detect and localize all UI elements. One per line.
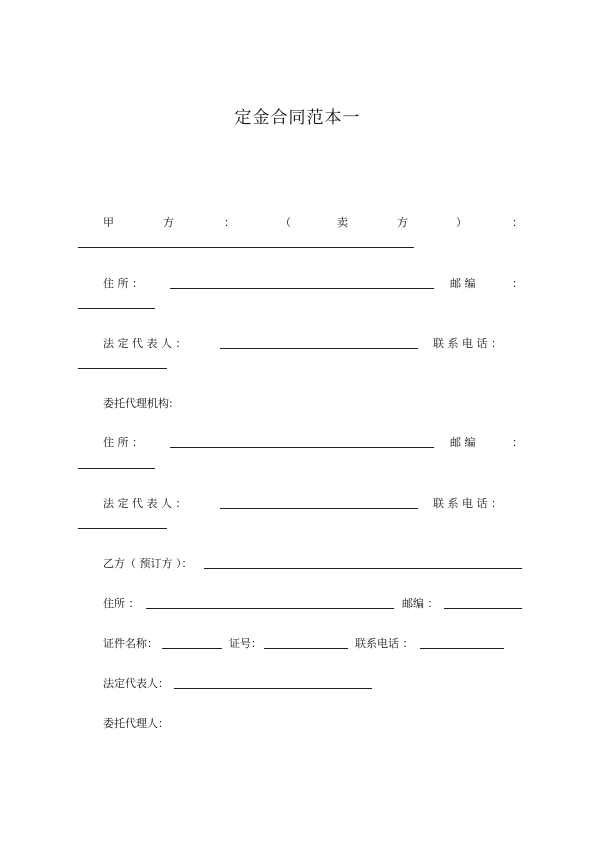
party-b-postcode-label: 邮编 ： [402,597,439,610]
postcode-label: 邮 编 [450,277,476,290]
postcode-colon: ： [512,277,523,290]
party-a-char-5: 卖 [337,216,348,229]
party-a-char-8: ： [512,216,523,229]
agency-postcode-field[interactable] [78,468,155,469]
legal-rep-label: 法 定 代 表 人 ： [103,337,187,350]
party-b-legal-rep-field[interactable] [174,688,372,689]
party-b-phone-field[interactable] [420,648,504,649]
party-b-name-field[interactable] [204,568,522,569]
party-b-address-label: 住所 ： [103,597,140,610]
agency-label: 委托代理机构: [103,397,173,410]
agency-phone-field[interactable] [78,528,167,529]
address-field[interactable] [170,288,434,289]
phone-field[interactable] [78,368,167,369]
party-a-char-2: 方 [163,216,174,229]
party-b-postcode-field[interactable] [444,608,522,609]
party-b-legal-rep-label: 法定代表人： [103,677,169,690]
agency-postcode-colon: ： [512,436,523,449]
party-b-phone-label: 联系电话 ： [355,637,414,650]
cert-name-field[interactable] [162,648,222,649]
agency-phone-label: 联 系 电 话 ： [433,497,502,510]
party-a-char-7: ） [456,216,467,229]
party-b-address-field[interactable] [146,608,394,609]
party-a-char-3: ： [224,216,235,229]
party-a-name-field[interactable] [78,247,414,248]
legal-rep-field[interactable] [220,348,418,349]
party-a-char-6: 方 [397,216,408,229]
agency-legal-rep-field[interactable] [220,508,418,509]
agent-label: 委托代理人： [103,717,169,730]
cert-no-field[interactable] [264,648,348,649]
agency-legal-rep-label: 法 定 代 表 人 ： [103,497,187,510]
phone-label: 联 系 电 话 ： [433,337,502,350]
address-label: 住 所 ： [103,277,143,290]
cert-no-label: 证号： [229,637,262,650]
agency-address-label: 住 所 ： [103,436,143,449]
agency-postcode-label: 邮 编 [450,436,476,449]
cert-name-label: 证件名称： [103,637,158,650]
postcode-field[interactable] [78,308,155,309]
page-title: 定金合同范本一 [234,108,361,128]
party-a-char-1: 甲 [103,216,114,229]
agency-address-field[interactable] [170,447,434,448]
party-a-char-4: （ [280,216,291,229]
party-b-label: 乙方（ 预订方 ）： [103,557,193,570]
